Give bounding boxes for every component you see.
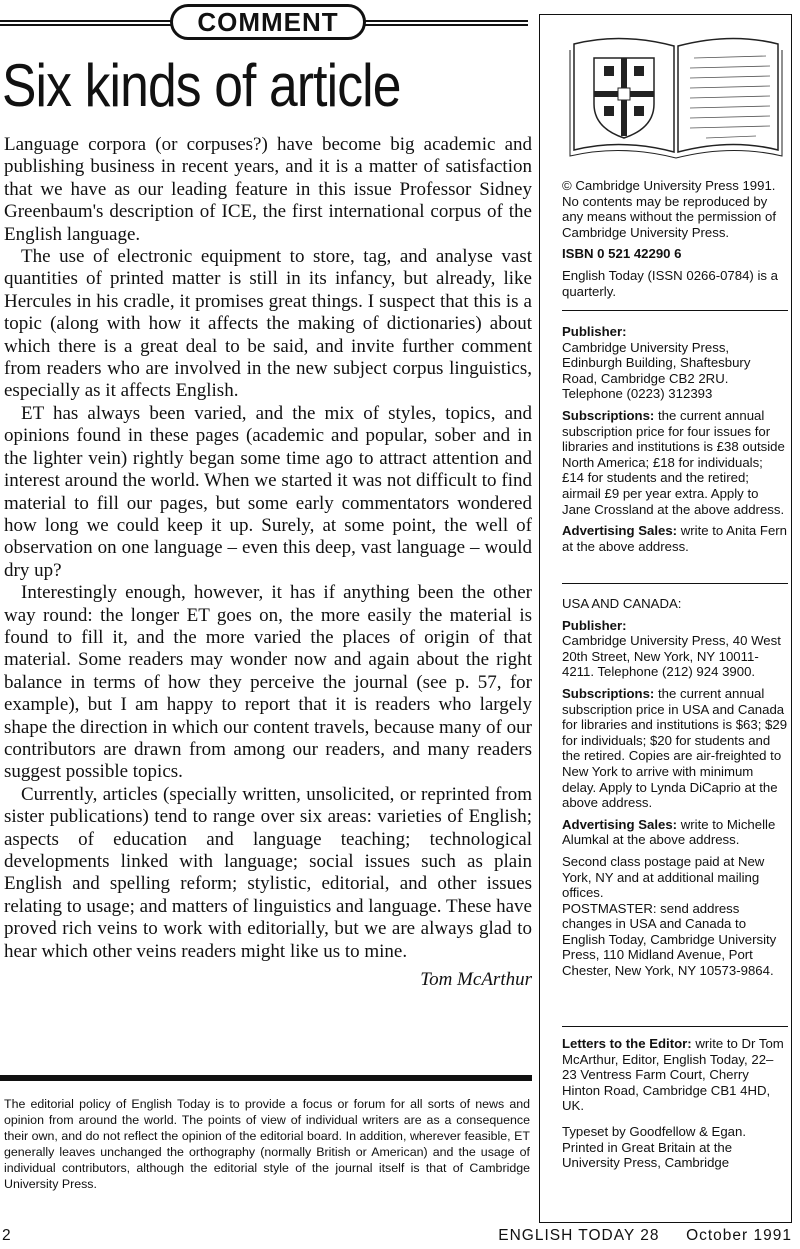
isbn: ISBN 0 521 42290 6 — [562, 246, 682, 262]
subscriptions-label: Subscriptions: — [562, 407, 655, 423]
usa-advertising-text: write to Michelle Alumkal at the above address. — [562, 816, 776, 848]
usa-subscriptions-text: the current annual subscription price in USA and Canada for libraries and institutions is $63; $29 for individuals; $20 for students and the retired. Copies are air-freighted to New York to arrive with minimum delay. Apply to Lynda DiCaprio at the above address. — [562, 685, 788, 811]
policy-divider — [0, 1075, 532, 1081]
usa-advertising-label: Advertising Sales: — [562, 816, 678, 832]
subscriptions-text: the current annual subscription price for four issues for libraries and institutions is £38 outside North America; £18 for individuals; £14 for students and the retired; airmail £9 per year extra. Apply to Jane Crossland at the above address. — [562, 407, 785, 517]
journal-issue: ENGLISH TODAY 28 October 1991 — [498, 1227, 792, 1244]
usa-publisher-label: Publisher: — [562, 617, 627, 633]
page-footer — [0, 1225, 800, 1245]
usa-publisher-address: Cambridge University Press, 40 West 20th Street, New York, NY 10011-4211. Telephone (212) 924 3900. — [562, 633, 781, 680]
editorial-policy: The editorial policy of English Today is to provide a focus or forum for all sorts of news and opinion from around the world. The points of view of individual writers are as a consequence their own, and do not reflect the opinion of the editorial board. In addition, wherever feasible, ET generally leaves unchanged the orthography (normally British or American) and the usage of individual contributors, although the editorial style of the journal itself is that of Cambridge University Press. — [4, 1097, 530, 1191]
cambridge-crest-icon — [566, 24, 786, 164]
advertising-label: Advertising Sales: — [562, 523, 678, 539]
sidebar-divider — [562, 1026, 788, 1027]
issn-note: English Today (ISSN 0266-0784) is a quarterly. — [562, 267, 779, 299]
author-signature: Tom McArthur — [420, 969, 532, 991]
uk-publisher-block — [562, 324, 788, 560]
typeset-note: Typeset by Goodfellow & Egan. Printed in Great Britain at the University Press, Cambridge — [562, 1123, 746, 1171]
postage-note: Second class postage paid at New York, NY and at additional mailing offices. — [562, 853, 765, 901]
page-number: 2 — [2, 1227, 11, 1244]
comment-label: COMMENT — [197, 7, 339, 37]
sidebar-divider — [562, 583, 788, 584]
article-body — [4, 134, 532, 991]
article-paragraph: Interestingly enough, however, it has if anything been the other way round: the longer ET goes on, the more easily the material is found to fill it, and the more varied the places of origin of that material. Some readers may wonder now and again about the right balance in terms of how they perceive the journal (see p. 57, for example), but I am happy to report that it is readers who largely shape the direction in which our content travels, because many of our contributors are drawn from among our readers, and many readers suggest possible topics. — [4, 582, 532, 783]
copyright-block — [562, 178, 788, 305]
article-paragraph: Language corpora (or corpuses?) have become big academic and publishing business in recent years, and it is a matter of satisfaction that we have as our leading feature in this issue Professor Sidney Greenbaum's description of ICE, the first international corpus of the English language. — [4, 134, 532, 245]
letters-address: write to Dr Tom McArthur, Editor, English Today, 22–23 Ventress Farm Court, Cherry Hinton Road, Cambridge CB1 4HD, UK. — [562, 1036, 784, 1114]
article-paragraph: ET has always been varied, and the mix of styles, topics, and opinions found in these pages (academic and popular, sober and in the lighter vein) rightly began some time ago to attract attention and interest around the world. When we started it was not difficult to find material to fill our pages, but some early commentators wondered how long we could keep it up. Surely, at some point, the well of observation on one language – even this deep, vast language – would dry up? — [4, 402, 532, 581]
article-title: Six kinds of article — [2, 52, 401, 119]
letters-label: Letters to the Editor: — [562, 1036, 692, 1051]
sidebar-divider — [562, 310, 788, 311]
publisher-label: Publisher: — [562, 324, 627, 339]
postmaster-note: POSTMASTER: send address changes in USA and Canada to English Today, Cambridge University Press, 110 Midland Avenue, Port Chester, New York, NY 10573-9864. — [562, 900, 777, 979]
comment-banner — [170, 4, 366, 40]
letters-block — [562, 1036, 788, 1177]
advertising-text: write to Anita Fern at the above address. — [562, 523, 788, 554]
usa-subscriptions-label: Subscriptions: — [562, 685, 655, 701]
publisher-address: Cambridge University Press, Edinburgh Building, Shaftesbury Road, Cambridge CB2 2RU. Telephone (0223) 312393 — [562, 339, 751, 402]
usa-publisher-block — [562, 596, 788, 985]
article-paragraph: The use of electronic equipment to store, tag, and analyse vast quantities of printed matter is still in its infancy, but already, like Hercules in his cradle, it promises great things. I suspect that this is a topic (along with how it affects the making of dictionaries) about which there is a great deal to be said, and invite further comment from readers who are involved in the new subject corpus linguistics, especially as it affects English. — [4, 246, 532, 402]
usa-heading: USA AND CANADA: — [562, 596, 682, 611]
article-paragraph: Currently, articles (specially written, unsolicited, or reprinted from sister publications) tend to range over six areas: varieties of English; aspects of education and language teaching; technological developments linked with language; social issues such as plain English and spelling reform; stylistic, editorial, and other issues relating to usage; and matters of linguistics and language. These have proved rich veins to work with editorially, but we are always glad to hear which other veins readers might like us to mine. — [4, 783, 532, 962]
copyright-notice: © Cambridge University Press 1991. No contents may be reproduced by any means without the permission of Cambridge University Press. — [562, 178, 777, 240]
